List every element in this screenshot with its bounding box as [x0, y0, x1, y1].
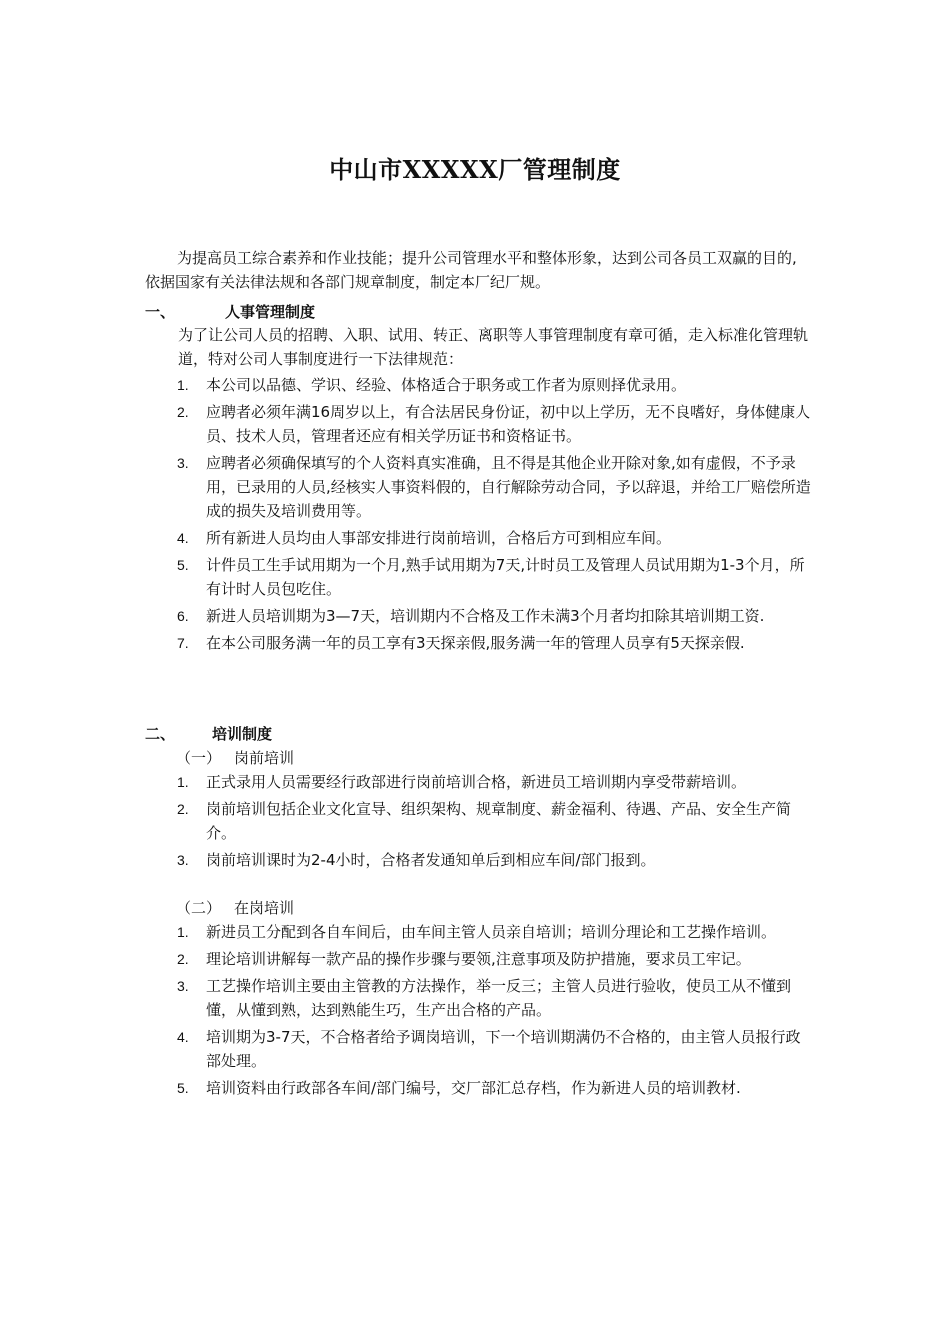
- personnel-intro: 为了让公司人员的招聘、入职、试用、转正、离职等人事管理制度有章可循，走入标准化管理轨道，特对公司人事制度进行一下法律规范：: [178, 326, 809, 368]
- list-marker: 5.: [177, 1080, 189, 1096]
- section-number: 二、: [145, 725, 176, 743]
- list-item: [175, 526, 815, 550]
- list-item: [175, 373, 815, 397]
- section-heading-personnel: [145, 300, 315, 324]
- section-heading-training: [145, 722, 272, 746]
- subsection-title: 在岗培训: [234, 899, 295, 917]
- section-number: 一、: [145, 303, 176, 321]
- list-item: [175, 451, 815, 523]
- subsection-heading-on-job: [176, 896, 294, 920]
- list-marker: 3.: [177, 852, 189, 868]
- list-item-text: 岗前培训包括企业文化宣导、组织架构、规章制度、薪金福利、待遇、产品、安全生产简介。: [206, 800, 792, 842]
- list-item-text: 培训期为3-7天，不合格者给予调岗培训，下一个培训期满仍不合格的，由主管人员报行政部处理。: [206, 1028, 801, 1070]
- list-item-text: 新进人员培训期为3—7天，培训期内不合格及工作未满3个月者均扣除其培训期工资.: [206, 607, 765, 625]
- list-item: [175, 1076, 815, 1100]
- list-marker: 2.: [177, 801, 189, 817]
- list-item-text: 在本公司服务满一年的员工享有3天探亲假,服务满一年的管理人员享有5天探亲假.: [206, 634, 745, 652]
- list-item: [175, 1025, 815, 1073]
- list-item: [175, 604, 815, 628]
- list-item: [175, 974, 815, 1022]
- list-marker: 6.: [177, 608, 189, 624]
- list-marker: 3.: [177, 455, 189, 471]
- list-item-text: 培训资料由行政部各车间/部门编号，交厂部汇总存档，作为新进人员的培训教材.: [206, 1079, 741, 1097]
- list-item: [175, 920, 815, 944]
- list-marker: 5.: [177, 557, 189, 573]
- list-item-text: 应聘者必须确保填写的个人资料真实准确，且不得是其他企业开除对象,如有虚假，不予录用，已录用的人员,经核实人事资料假的，自行解除劳动合同，予以辞退，并给工厂赔偿所造成的损失及培训费用等。: [206, 454, 811, 520]
- list-item-text: 本公司以品德、学识、经验、体格适合于职务或工作者为原则择优录用。: [206, 376, 687, 394]
- list-marker: 1.: [177, 924, 189, 940]
- list-marker: 2.: [177, 951, 189, 967]
- section-title: 人事管理制度: [225, 303, 316, 321]
- list-marker: 1.: [177, 774, 189, 790]
- personnel-rules-list: [175, 373, 815, 658]
- pre-job-training-list: [175, 770, 815, 875]
- section-title: 培训制度: [212, 725, 273, 743]
- subsection-number: （一）: [176, 749, 222, 767]
- list-marker: 7.: [177, 635, 189, 651]
- list-item-text: 理论培训讲解每一款产品的操作步骤与要领,注意事项及防护措施，要求员工牢记。: [206, 950, 751, 968]
- subsection-number: （二）: [176, 899, 222, 917]
- on-job-training-list: [175, 920, 815, 1103]
- list-marker: 4.: [177, 1029, 189, 1045]
- list-item: [175, 400, 815, 448]
- list-item: [175, 797, 815, 845]
- subsection-heading-pre-job: [176, 746, 294, 770]
- intro-paragraph: 为提高员工综合素养和作业技能；提升公司管理水平和整体形象，达到公司各员工双赢的目的,依据国家有关法律法规和各部门规章制度，制定本厂纪厂规。: [145, 249, 797, 291]
- list-item-text: 工艺操作培训主要由主管教的方法操作，举一反三；主管人员进行验收，使员工从不懂到懂，从懂到熟，达到熟能生巧，生产出合格的产品。: [206, 977, 792, 1019]
- list-item: [175, 631, 815, 655]
- list-item-text: 应聘者必须年满16周岁以上，有合法居民身份证，初中以上学历，无不良嗜好，身体健康人员、技术人员，管理者还应有相关学历证书和资格证书。: [206, 403, 811, 445]
- subsection-title: 岗前培训: [234, 749, 295, 767]
- list-item-text: 岗前培训课时为2-4小时，合格者发通知单后到相应车间/部门报到。: [206, 851, 656, 869]
- list-item: [175, 848, 815, 872]
- list-item-text: 新进员工分配到各自车间后，由车间主管人员亲自培训；培训分理论和工艺操作培训。: [206, 923, 777, 941]
- list-marker: 3.: [177, 978, 189, 994]
- document-title: 中山市XXXXX厂管理制度: [329, 155, 621, 184]
- list-item: [175, 770, 815, 794]
- list-marker: 2.: [177, 404, 189, 420]
- list-item: [175, 947, 815, 971]
- list-item-text: 所有新进人员均由人事部安排进行岗前培训，合格后方可到相应车间。: [206, 529, 672, 547]
- list-marker: 1.: [177, 377, 189, 393]
- list-item: [175, 553, 815, 601]
- list-item-text: 计件员工生手试用期为一个月,熟手试用期为7天,计时员工及管理人员试用期为1-3个月，所有计时人员包吃住。: [206, 556, 805, 598]
- list-item-text: 正式录用人员需要经行政部进行岗前培训合格，新进员工培训期内享受带薪培训。: [206, 773, 747, 791]
- list-marker: 4.: [177, 530, 189, 546]
